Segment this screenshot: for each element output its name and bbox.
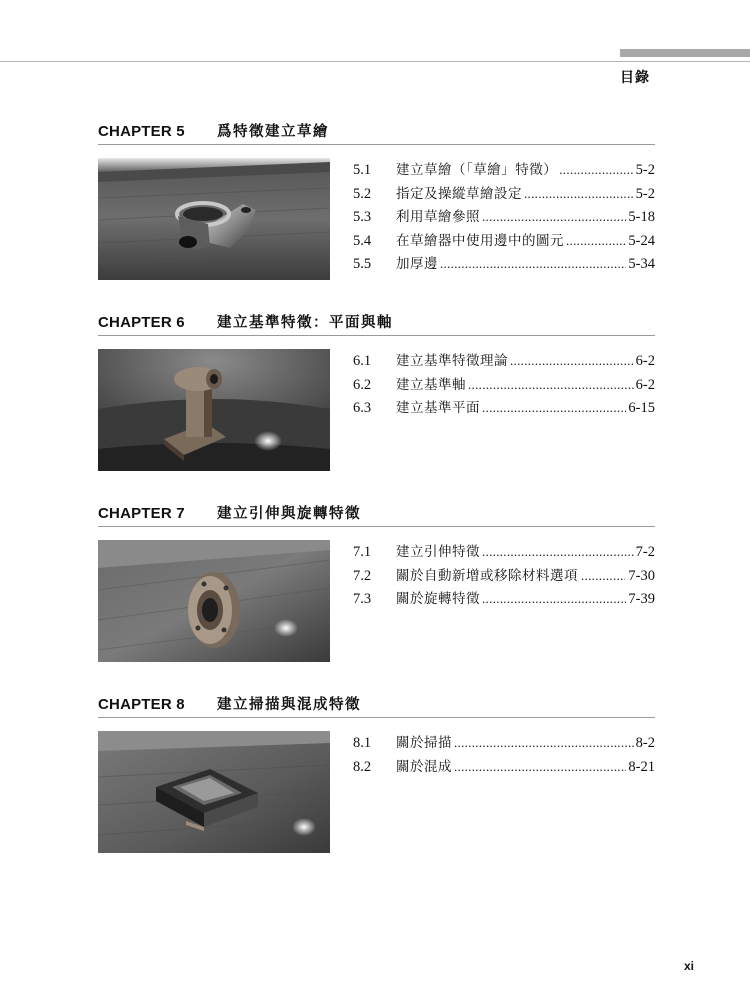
toc-entry[interactable] [353,229,655,253]
dot-leader [559,162,633,178]
dot-leader [566,233,626,249]
section-number: 6.2 [353,376,372,393]
section-page: 5-24 [628,232,655,249]
chapter-image-pillow-block [98,349,330,471]
dot-leader [482,544,634,560]
section-title: 指定及操縱草繪設定 [396,185,522,202]
section-number: 7.1 [353,544,372,560]
header-rule [0,61,750,62]
section-number: 6.1 [353,353,372,369]
section-page: 8-2 [635,735,655,751]
toc-entry[interactable] [353,205,655,229]
chapter-image-bracket [98,158,330,280]
section-number: 7.2 [353,567,372,584]
section-number: 5.3 [353,209,372,225]
toc-entry[interactable] [353,182,655,206]
section-title: 關於掃描 [396,735,452,751]
section-page: 7-2 [635,544,655,560]
toc-entry[interactable] [353,252,655,276]
section-page: 5-18 [628,209,655,225]
section-page: 7-30 [628,567,655,584]
section-title: 建立基準特徵理論 [396,353,508,369]
dot-leader [510,353,634,369]
section-page: 8-21 [628,758,655,775]
section-page: 6-15 [628,400,655,416]
chapter-rule [98,335,655,336]
section-page: 6-2 [635,353,655,369]
toc-entry[interactable] [353,564,655,588]
page-number: xi [684,959,695,973]
section-page: 5-34 [628,256,655,272]
section-number: 8.2 [353,758,372,775]
section-number: 5.2 [353,185,372,202]
dot-leader [468,377,634,393]
chapter-number: CHAPTER 6 [98,314,185,331]
dot-leader [581,568,625,584]
toc-entry[interactable] [353,540,655,564]
section-title: 利用草繪參照 [396,209,480,225]
section-page: 5-2 [635,185,655,202]
header-bar [620,49,750,57]
dot-leader [454,759,626,775]
section-number: 5.5 [353,256,372,272]
dot-leader [482,209,626,225]
chapter-rule [98,144,655,145]
dot-leader [524,186,634,202]
chapter-8 [98,693,655,853]
section-title: 建立草繪（「草繪」特徵） [396,162,558,178]
section-title: 建立基準軸 [396,376,466,393]
toc-entry[interactable] [353,349,655,373]
toc-entry[interactable] [353,396,655,420]
chapter-heading [98,311,655,333]
chapter-7 [98,502,655,662]
section-number: 8.1 [353,735,372,751]
chapter-6 [98,311,655,471]
section-number: 6.3 [353,400,372,416]
chapter-title: 建立掃描與混成特徵 [217,697,361,713]
chapter-number: CHAPTER 5 [98,123,185,140]
section-title: 加厚邊 [396,256,438,272]
section-list [353,540,655,611]
chapter-title: 爲特徵建立草繪 [217,124,329,140]
toc-entry[interactable] [353,158,655,182]
chapter-title: 建立基準特徵：平面與軸 [217,315,393,331]
section-number: 5.1 [353,162,372,178]
chapter-image-sweep-frame [98,731,330,853]
section-list [353,731,655,778]
toc-entry[interactable] [353,373,655,397]
section-list [353,158,655,276]
dot-leader [482,400,626,416]
page-title: 目錄 [620,70,650,86]
chapter-title: 建立引伸與旋轉特徵 [217,506,361,522]
dot-leader [482,591,626,607]
section-title: 關於混成 [396,758,452,775]
section-title: 在草繪器中使用邊中的圖元 [396,232,564,249]
chapter-heading [98,693,655,715]
chapter-number: CHAPTER 8 [98,696,185,713]
chapter-5 [98,120,655,280]
toc-entry[interactable] [353,755,655,779]
chapter-rule [98,717,655,718]
section-title: 關於旋轉特徵 [396,591,480,607]
section-title: 關於自動新增或移除材料選項 [396,567,578,584]
chapter-image-flange [98,540,330,662]
dot-leader [454,735,634,751]
section-page: 5-2 [635,162,655,178]
section-title: 建立基準平面 [396,400,480,416]
section-page: 6-2 [635,376,655,393]
section-page: 7-39 [628,591,655,607]
section-number: 5.4 [353,232,372,249]
dot-leader [440,256,626,272]
chapter-rule [98,526,655,527]
chapter-number: CHAPTER 7 [98,505,185,522]
toc-entry[interactable] [353,587,655,611]
section-list [353,349,655,420]
section-number: 7.3 [353,591,372,607]
chapter-heading [98,120,655,142]
section-title: 建立引伸特徵 [396,544,480,560]
toc-entry[interactable] [353,731,655,755]
chapter-heading [98,502,655,524]
